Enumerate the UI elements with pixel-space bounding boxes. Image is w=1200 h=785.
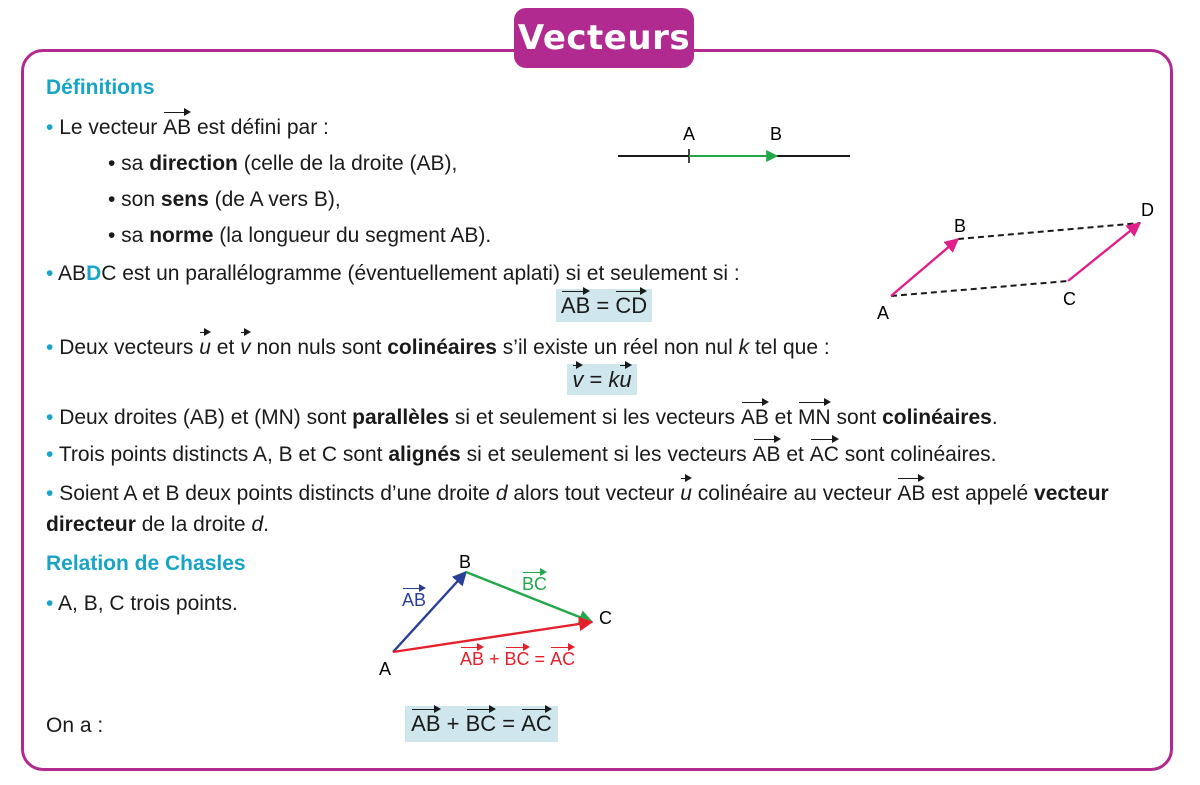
label-point-b: B: [770, 124, 783, 144]
label-vector-sum: AB + BC = AC: [460, 649, 576, 669]
definition-direction-vector-cont: directeur de la droite d.: [46, 513, 269, 536]
definition-direction-vector: • Soient A et B deux points distincts d’une droite d alors tout vecteur u colinéaire au vecteur AB est appelé vecteur: [46, 480, 1109, 508]
chasles-on-a: On a :: [46, 714, 104, 737]
definition-vector: • Le vecteur AB est défini par :: [46, 114, 329, 142]
sub-item-norme: • sa norme (la longueur du segment AB).: [108, 224, 492, 247]
bullet-dot: •: [46, 336, 54, 359]
vector-ab: AB: [163, 114, 191, 142]
label-point-c: C: [1063, 289, 1076, 309]
section-heading-chasles: Relation de Chasles: [46, 552, 246, 575]
definition-parallelogram: • ABDC est un parallélogramme (éventuellement aplati) si et seulement si :: [46, 262, 740, 285]
label-point-a: A: [379, 659, 392, 679]
label-point-a: A: [877, 303, 890, 323]
bullet-dot: •: [46, 443, 54, 466]
label-vector-ab: AB: [402, 590, 427, 610]
formula-ab-equals-cd: AB = CD: [556, 289, 652, 322]
sub-item-direction: • sa direction (celle de la droite (AB),: [108, 152, 458, 175]
formula-chasles: AB + BC = AC: [405, 706, 558, 742]
vector-ab-arrow: [891, 239, 958, 296]
definition-colinear: • Deux vecteurs u et v non nuls sont colinéaires s’il existe un réel non nul k tel que :: [46, 334, 830, 362]
label-point-c: C: [599, 608, 612, 628]
label-point-d: D: [1141, 200, 1154, 220]
bullet-dot: •: [46, 592, 54, 615]
definition-aligned-points: • Trois points distincts A, B et C sont alignés si et seulement si les vecteurs AB et AC sont colinéaires.: [46, 441, 997, 469]
line-figure: [618, 124, 850, 163]
side-ac-dashed: [891, 281, 1068, 296]
bullet-dot: •: [46, 406, 54, 429]
label-vector-bc: BC: [522, 574, 548, 594]
section-heading-definitions: Définitions: [46, 76, 155, 99]
side-bd-dashed: [958, 223, 1140, 239]
page-title: Vecteurs: [514, 8, 694, 68]
bullet-dot: •: [46, 262, 54, 285]
sub-item-sens: • son sens (de A vers B),: [108, 188, 341, 211]
bullet-dot: •: [46, 116, 54, 139]
formula-v-equals-ku: v = k u: [567, 364, 637, 395]
label-point-a: A: [683, 124, 696, 144]
vector-cd-arrow: [1068, 223, 1140, 281]
bullet-dot: •: [46, 482, 54, 505]
parallelogram-figure: [877, 200, 1154, 323]
definition-parallel-lines: • Deux droites (AB) et (MN) sont parallèles si et seulement si les vecteurs AB et MN sont colinéaires.: [46, 404, 998, 432]
chasles-bullet: • A, B, C trois points.: [46, 592, 238, 615]
label-point-b: B: [459, 552, 472, 572]
vector-ab-arrow: [393, 572, 466, 652]
label-point-b: B: [954, 216, 967, 236]
